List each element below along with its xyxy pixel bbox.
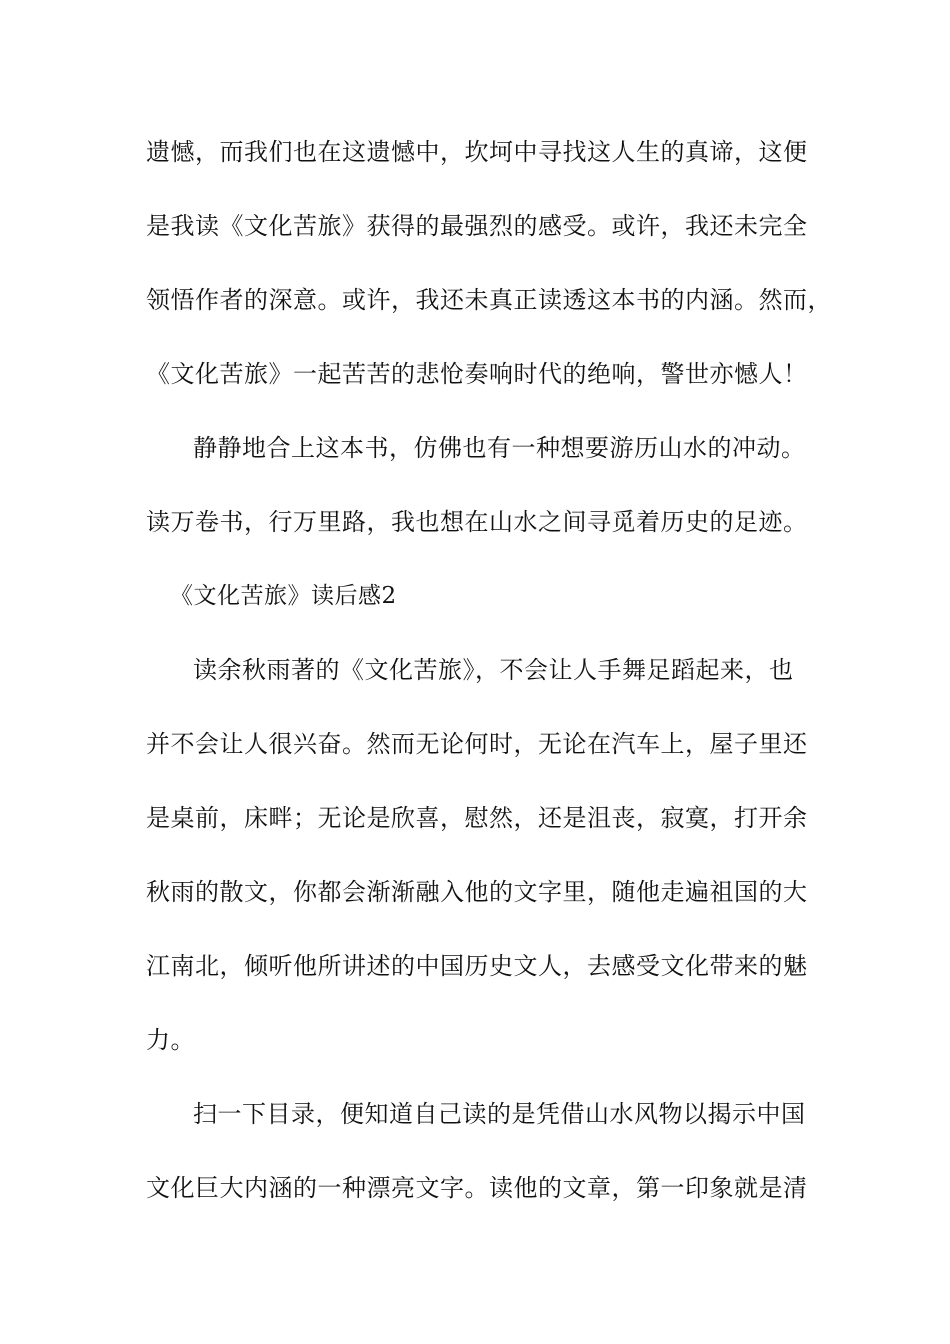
paragraph-line: 并不会让人很兴奋。然而无论何时，无论在汽车上，屋子里还 — [146, 730, 808, 758]
paragraph-line: 读余秋雨著的《文化苦旅》，不会让人手舞足蹈起来，也 — [193, 656, 794, 684]
paragraph-line: 是我读《文化苦旅》获得的最强烈的感受。或许，我还未完全 — [146, 212, 808, 240]
paragraph-line: 读万卷书，行万里路，我也想在山水之间寻觅着历史的足迹。 — [146, 508, 808, 536]
section-heading: 《文化苦旅》读后感2 — [170, 583, 397, 609]
paragraph-line: 是桌前，床畔；无论是欣喜，慰然，还是沮丧，寂寞，打开余 — [146, 804, 808, 832]
paragraph-line: 遗憾，而我们也在这遗憾中，坎坷中寻找这人生的真谛，这便 — [146, 138, 808, 166]
paragraph-line: 领悟作者的深意。或许，我还未真正读透这本书的内涵。然而， — [146, 286, 832, 314]
paragraph-line: 文化巨大内涵的一种漂亮文字。读他的文章，第一印象就是清 — [146, 1174, 808, 1202]
paragraph-line: 静静地合上这本书，仿佛也有一种想要游历山水的冲动。 — [193, 434, 806, 462]
paragraph-line: 力。 — [146, 1026, 195, 1054]
paragraph-line: 扫一下目录，便知道自己读的是凭借山水风物以揭示中国 — [193, 1100, 806, 1128]
paragraph-line: 秋雨的散文，你都会渐渐融入他的文字里，随他走遍祖国的大 — [146, 878, 808, 906]
paragraph-line: 《文化苦旅》一起苦苦的悲怆奏响时代的绝响，警世亦憾人！ — [146, 360, 808, 388]
paragraph-line: 江南北，倾听他所讲述的中国历史文人，去感受文化带来的魅 — [146, 952, 808, 980]
